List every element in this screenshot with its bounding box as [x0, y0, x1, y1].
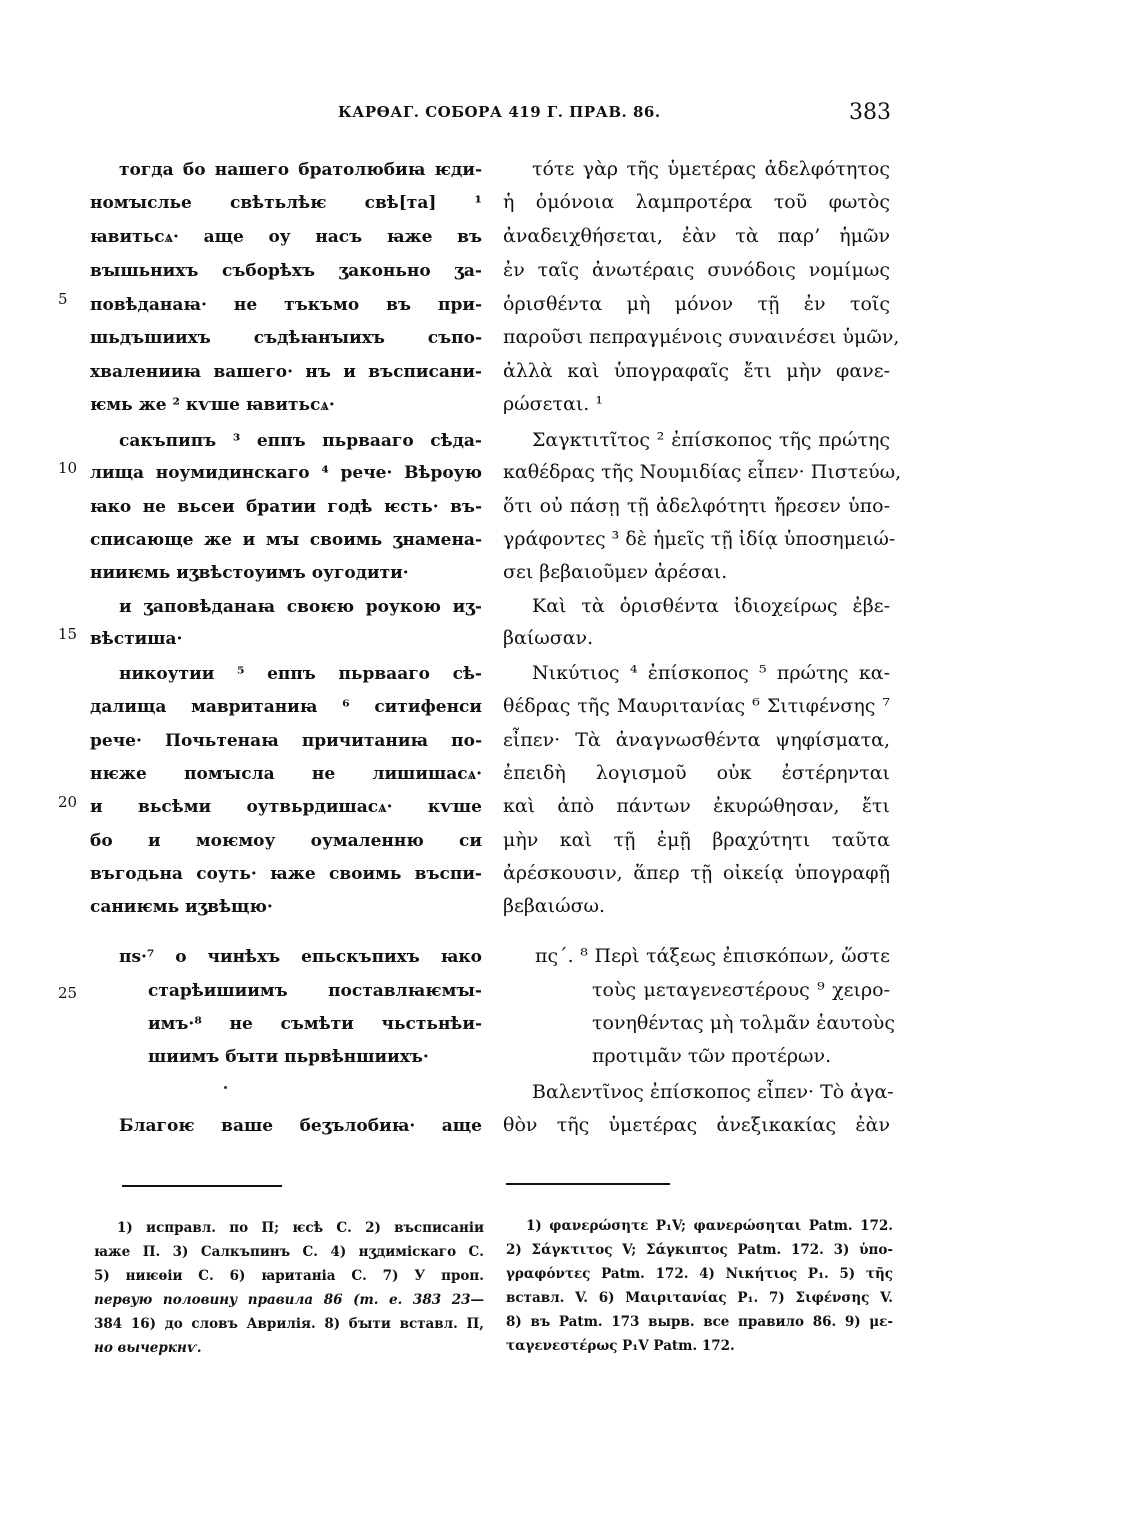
greek-line: καὶ ἀπὸ πάντων ἐκυρώθησαν, ἔτι: [503, 795, 890, 817]
greek-line: σει βεβαιοῦμεν ἀρέσαι.: [503, 561, 728, 583]
page-number: 383: [849, 100, 891, 125]
footnote-line: 5) ниѥѳіи С. 6) ꙗританіа С. 7) У проп.: [94, 1268, 484, 1284]
greek-line: θέδρας τῆς Μαυριτανίας ⁶ Σιτιφένσης ⁷: [503, 695, 890, 717]
footnote-line: но вычеркнѵ.: [94, 1340, 202, 1356]
line-number-15: 15: [58, 625, 78, 643]
greek-line: Βαλεντῖνος ἐπίσκοπος εἶπεν· Τὸ ἀγα-: [532, 1081, 894, 1103]
canon-heading-greek: τοὺς μεταγενεστέρους ⁹ χειρο-: [592, 979, 890, 1001]
greek-line: βεβαιώσω.: [503, 895, 606, 917]
greek-line: μὴν καὶ τῇ ἐμῇ βραχύτητι ταῦτα: [503, 829, 890, 851]
slavonic-line: никоутии ⁵ еппъ пьрвааго сѣ-: [119, 664, 482, 684]
slavonic-line: номꙑслье свѣтьлѣѥ свѣ[та] ¹: [90, 193, 482, 213]
greek-line: ἀλλὰ καὶ ὑπογραφαῖς ἔτι μὴν φανε-: [503, 360, 890, 382]
greek-line: Σαγκτιτῖτος ² ἐπίσκοπος τῆς πρώτης: [532, 429, 890, 451]
footnote-line: 1) исправл. по П; ѥсѣ С. 2) въсписаніи: [117, 1220, 484, 1236]
greek-line: ἀρέσκουσιν, ἅπερ τῇ οἰκείᾳ ὑπογραφῇ: [503, 862, 890, 884]
greek-line: παροῦσι πεπραγμένοις συναινέσει ὑμῶν,: [503, 326, 900, 348]
greek-line: εἶπεν· Τὰ ἀναγνωσθέντα ψηφίσματα,: [503, 729, 890, 751]
slavonic-line: и ӡаповѣданаꙗ своѥю роукою иӡ-: [119, 597, 482, 617]
line-number-25: 25: [58, 984, 78, 1002]
slavonic-line: саниѥмь иӡвѣщю·: [90, 897, 273, 917]
slavonic-line: вѣстиша·: [90, 629, 183, 649]
running-header: КАРѲАГ. СОБОРА 419 Г. ПРАВ. 86.: [338, 103, 661, 121]
footnote-rule-left: [122, 1185, 282, 1187]
slavonic-line: въгодьна соуть· ꙗже своимь въспи-: [90, 864, 482, 884]
slavonic-line: лища ноумидинскаго ⁴ рече· Вѣроую: [90, 463, 482, 483]
slavonic-line: сакъпипъ ³ еппъ пьрвааго сѣда-: [119, 431, 482, 451]
footnote-line: 2) Σάγκτιτος V; Σάγκιπτος Patm. 172. 3) ὑπο-: [506, 1242, 893, 1258]
greek-line: ὁρισθέντα μὴ μόνον τῇ ἐν τοῖς: [503, 293, 890, 315]
footnote-line: ταγενεστέρως P₁V Patm. 172.: [506, 1338, 735, 1354]
slavonic-line: ꙗко не вьсеи братии годѣ ѥсть· въ-: [90, 497, 482, 517]
greek-line: ρώσεται. ¹: [503, 393, 603, 415]
greek-line: βαίωσαν.: [503, 627, 594, 649]
slavonic-line: ꙗвитьсѧ· аще оу насъ ꙗже въ: [90, 227, 482, 247]
greek-line: ἡ ὁμόνοια λαμπροτέρα τοῦ φωτὸς: [503, 191, 890, 213]
greek-line: ἐν ταῖς ἀνωτέραις συνόδοις νομίμως: [503, 259, 890, 281]
footnote-line: ꙗже П. 3) Салкъпинъ С. 4) нӡдиміскаго С.: [94, 1244, 484, 1260]
footnote-line: 1) φανερώσητε P₁V; φανερώσηται Patm. 172.: [526, 1218, 893, 1234]
decorative-dot: [224, 1086, 227, 1089]
greek-line: τότε γὰρ τῆς ὑμετέρας ἀδελφότητος: [532, 158, 890, 180]
greek-line: ὅτι οὐ πάσῃ τῇ ἀδελφότητι ἤρεσεν ὑπο-: [503, 495, 890, 517]
footnote-line: вставл. V. 6) Μαιριτανίας P₁. 7) Σιφένσης V.: [506, 1290, 893, 1306]
canon-heading-slavonic: пѕ·⁷ о чинѣхъ епьскъпихъ ꙗко: [119, 947, 482, 967]
slavonic-line: нииѥмь иӡвѣстоуимъ оугодити·: [90, 563, 409, 583]
greek-line: θὸν τῆς ὑμετέρας ἀνεξικακίας ἐὰν: [503, 1114, 890, 1136]
canon-heading-greek: προτιμᾶν τῶν προτέρων.: [592, 1045, 832, 1067]
slavonic-line: далища мавританиꙗ ⁶ ситифенси: [90, 697, 482, 717]
slavonic-line: повѣданаꙗ· не тъкъмо въ при-: [90, 295, 482, 315]
canon-heading-greek: τονηθέντας μὴ τολμᾶν ἑαυτοὺς: [592, 1012, 895, 1034]
slavonic-line: Благоѥ ваше беӡълобиꙗ· аще: [119, 1116, 482, 1136]
canon-heading-slavonic: имъ·⁸ не съмѣти чьстьнѣи-: [148, 1014, 482, 1034]
greek-line: καθέδρας τῆς Νουμιδίας εἶπεν· Πιστεύω,: [503, 461, 902, 483]
slavonic-line: тогда бо нашего братолюбиꙗ ѥди-: [119, 160, 482, 180]
slavonic-line: ѥмь же ² кѵше ꙗвитьсѧ·: [90, 395, 335, 415]
greek-line: γράφοντες ³ δὲ ἡμεῖς τῇ ἰδίᾳ ὑποσημειώ-: [503, 528, 896, 550]
greek-line: ἐπειδὴ λογισμοῦ οὐκ ἐστέρηνται: [503, 762, 890, 784]
footnote-line: 384 16) до словъ Аврилія. 8) бꙑти вставл. П,: [94, 1316, 484, 1332]
greek-line: ἀναδειχθήσεται, ἐὰν τὰ παρ’ ἡμῶν: [503, 225, 890, 247]
footnote-line: γραφόντες Patm. 172. 4) Νικήτιος P₁. 5) τῆς: [506, 1266, 893, 1282]
canon-heading-slavonic: старѣишиимъ поставлꙗѥмꙑ-: [148, 981, 482, 1001]
slavonic-line: шьдъшиихъ съдѣꙗнꙑихъ съпо-: [90, 328, 482, 348]
slavonic-line: вꙑшьнихъ съборѣхъ ӡаконьно ӡа-: [90, 261, 482, 281]
line-number-20: 20: [58, 793, 78, 811]
line-number-5: 5: [58, 290, 68, 308]
footnote-line: первую половину правила 86 (т. е. 383 23—: [94, 1292, 484, 1308]
slavonic-line: списающе же и мꙑ своимь ӡнамена-: [90, 530, 482, 550]
slavonic-line: бо и моѥмоу оумаленню си: [90, 831, 482, 851]
greek-line: Καὶ τὰ ὁρισθέντα ἰδιοχείρως ἐβε-: [532, 595, 890, 617]
line-number-10: 10: [58, 459, 78, 477]
slavonic-line: и вьсѣми оутвьрдишасѧ· кѵше: [90, 797, 482, 817]
greek-line: Νικύτιος ⁴ ἐπίσκοπος ⁵ πρώτης κα-: [532, 662, 890, 684]
slavonic-line: рече· Почьтенаꙗ причитаниꙗ по-: [90, 731, 482, 751]
slavonic-line: нѥже помꙑсла не лишишасѧ·: [90, 764, 482, 784]
canon-heading-greek: πς΄. ⁸ Περὶ τάξεως ἐπισκόπων, ὥστε: [535, 945, 890, 967]
footnote-line: 8) въ Patm. 173 вырв. все правило 86. 9) με-: [506, 1314, 893, 1330]
slavonic-line: хваленииꙗ вашего· нъ и въсписани-: [90, 362, 482, 382]
canon-heading-slavonic: шиимъ бꙑти пьрвѣншиихъ·: [148, 1047, 429, 1067]
footnote-rule-right: [506, 1183, 670, 1185]
